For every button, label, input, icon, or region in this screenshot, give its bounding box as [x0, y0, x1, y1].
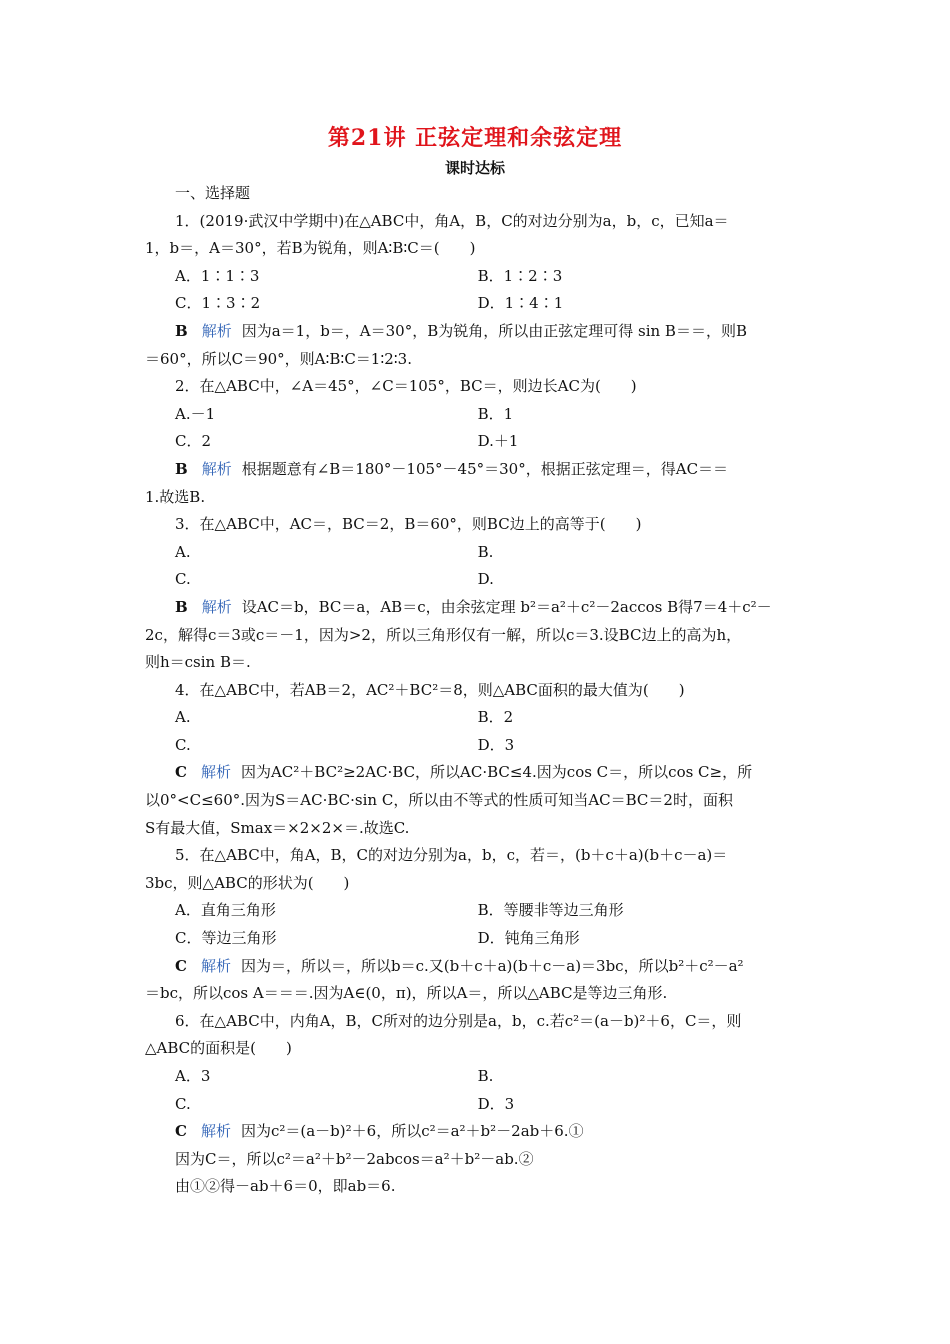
question-6	[145, 1008, 810, 1201]
question-stem-line: 1．(2019·武汉中学期中)在△ABC中，角A，B，C的对边分别为a，b，c，已知a＝	[175, 211, 729, 230]
option-a: A.	[175, 708, 191, 727]
solution-text: 因为C＝，所以c²＝a²＋b²－2abcos＝a²＋b²－ab.②	[175, 1149, 534, 1168]
answer-letter: C	[175, 1122, 187, 1141]
option-d: D.	[477, 570, 494, 589]
solution-text: 以0°<C≤60°.因为S＝AC·BC·sin C，所以由不等式的性质可知当AC＝BC＝2时，面积	[145, 791, 733, 810]
question-1	[145, 208, 810, 374]
solution-text: 因为a＝1，b＝，A＝30°，B为锐角，所以由正弦定理可得 sin B＝＝，则B	[241, 321, 747, 340]
option-c: C．等边三角形	[175, 929, 277, 948]
option-a: A．1∶1∶3	[175, 266, 260, 285]
option-c: C．2	[175, 432, 212, 451]
solution-text: ＝60°，所以C＝90°，则A∶B∶C＝1∶2∶3.	[145, 349, 412, 368]
question-stem-line: 2．在△ABC中，∠A＝45°，∠C＝105°，BC＝，则边长AC为( )	[175, 377, 637, 396]
option-d: D．1∶4∶1	[477, 294, 564, 313]
solution-label: 解析	[201, 321, 232, 340]
option-b: B．等腰非等边三角形	[477, 901, 624, 920]
option-c: C.	[175, 735, 191, 754]
question-2	[145, 373, 810, 511]
option-d: D．3	[477, 735, 515, 754]
answer-letter: B	[175, 321, 188, 340]
option-c: C.	[175, 1094, 191, 1113]
lesson-title: 第21讲 正弦定理和余弦定理	[327, 125, 623, 151]
solution-text: 因为c²＝(a－b)²＋6，所以c²＝a²＋b²－2ab＋6.①	[240, 1122, 584, 1141]
question-4	[145, 677, 810, 843]
solution-label: 解析	[201, 597, 232, 616]
section-heading: 一、选择题	[175, 184, 251, 202]
question-stem-line: 1，b＝，A＝30°，若B为锐角，则A∶B∶C＝( )	[145, 239, 476, 258]
option-b: B．1∶2∶3	[477, 266, 563, 285]
question-3	[145, 511, 810, 677]
option-a: A.－1	[175, 404, 216, 423]
solution-text: 根据题意有∠B＝180°－105°－45°＝30°，根据正弦定理＝，得AC＝＝	[241, 459, 729, 478]
answer-letter: C	[175, 763, 187, 782]
option-b: B．1	[477, 404, 514, 423]
option-d: D．3	[477, 1094, 515, 1113]
answer-letter: B	[175, 597, 188, 616]
option-a: A．3	[175, 1067, 211, 1085]
document-body	[145, 180, 810, 1201]
option-a: A.	[175, 542, 191, 561]
option-a: A．直角三角形	[175, 901, 276, 920]
answer-letter: B	[175, 459, 188, 478]
solution-text: 1.故选B.	[145, 487, 206, 506]
question-stem-line: 5．在△ABC中，角A，B，C的对边分别为a，b，c，若＝，(b＋c＋a)(b＋c－a)＝	[175, 846, 728, 865]
solution-text: 因为AC²＋BC²≥2AC·BC，所以AC·BC≤4.因为cos C＝，所以cos C≥，所	[240, 763, 753, 782]
option-c: C.	[175, 570, 191, 589]
solution-label: 解析	[200, 956, 231, 975]
question-5	[145, 842, 810, 1008]
question-stem-line: 3．在△ABC中，AC＝，BC＝2，B＝60°，则BC边上的高等于( )	[175, 515, 642, 534]
solution-text: 因为＝，所以＝，所以b＝c.又(b＋c＋a)(b＋c－a)＝3bc，所以b²＋c²－a²	[240, 956, 744, 975]
solution-label: 解析	[200, 1122, 231, 1141]
option-b: B.	[477, 542, 494, 561]
question-stem-line: 4．在△ABC中，若AB＝2，AC²＋BC²＝8，则△ABC面积的最大值为( )	[175, 680, 685, 699]
question-stem-line: △ABC的面积是( )	[145, 1039, 292, 1058]
solution-label: 解析	[200, 763, 231, 782]
solution-text: 由①②得－ab＋6＝0，即ab＝6.	[175, 1177, 396, 1196]
option-d: D．钝角三角形	[477, 929, 580, 948]
solution-text: 设AC＝b，BC＝a，AB＝c，由余弦定理 b²＝a²＋c²－2accos B得7＝4＋c²－	[241, 597, 772, 616]
option-c: C．1∶3∶2	[175, 294, 261, 313]
lesson-subtitle: 课时达标	[444, 159, 505, 177]
solution-label: 解析	[201, 459, 232, 478]
solution-text: ＝bc，所以cos A＝＝＝.因为A∈(0，π)，所以A＝，所以△ABC是等边三角形.	[145, 984, 668, 1003]
solution-text: S有最大值，Smax＝×2×2×＝.故选C.	[145, 818, 410, 837]
option-d: D.＋1	[477, 432, 519, 451]
solution-text: 则h＝csin B＝.	[145, 653, 251, 672]
question-stem-line: 6．在△ABC中，内角A，B，C所对的边分别是a，b，c.若c²＝(a－b)²＋6，C＝，则	[175, 1011, 742, 1030]
solution-text: 2c，解得c＝3或c＝－1，因为>2，所以三角形仅有一解，所以c＝3.设BC边上的高为h，	[145, 625, 742, 644]
option-b: B.	[477, 1067, 494, 1085]
option-b: B．2	[477, 708, 514, 727]
answer-letter: C	[175, 956, 187, 975]
question-stem-line: 3bc，则△ABC的形状为( )	[145, 873, 350, 892]
